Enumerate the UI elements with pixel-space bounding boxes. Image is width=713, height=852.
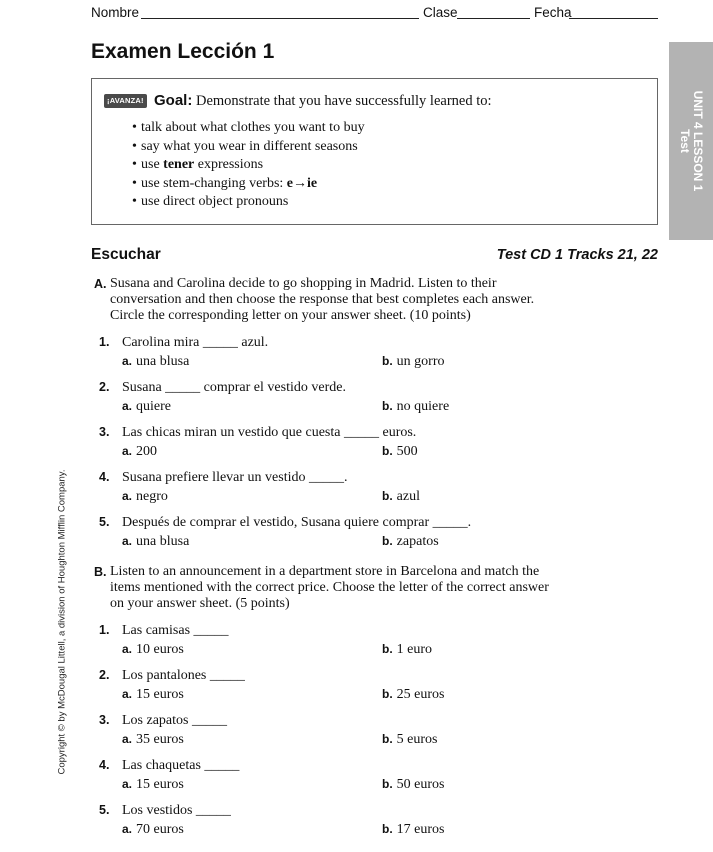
student-info-header [91,5,659,23]
page-title: Examen Lección 1 [91,40,275,63]
goal-item: • use tener expressions [132,157,264,172]
question-stem: Después de comprar el vestido, Susana quiere comprar _____. [122,515,472,530]
question-stem: Los pantalones _____ [122,668,245,683]
goal-item: • use stem-changing verbs: e→ie [132,175,318,191]
option-b[interactable]: b. 5 euros [382,732,438,747]
unit-lesson-tab [669,42,713,240]
part-a-instructions [94,276,564,324]
date-field[interactable] [569,18,658,19]
name-label: Nombre [91,5,140,20]
part-a-text: Susana and Carolina decide to go shopping in Madrid. Listen to their conversation and then choose the response that best completes each answer. Circle the corresponding letter on your answer sheet. (10 points) [110,276,535,323]
class-label: Clase [423,5,458,20]
class-field[interactable] [457,18,530,19]
goal-text: Demonstrate that you have successfully learned to: [195,93,492,109]
question-stem: Susana _____ comprar el vestido verde. [122,380,346,395]
option-b[interactable]: b. no quiere [382,399,450,414]
question-stem: Las chaquetas _____ [122,758,240,773]
option-a[interactable]: a. negro [122,489,168,504]
tab-line-test: Test [678,129,692,153]
goal-item: • talk about what clothes you want to buy [132,120,365,135]
option-a[interactable]: a. 15 euros [122,777,184,792]
option-b[interactable]: b. 1 euro [382,642,433,657]
option-b[interactable]: b. zapatos [382,534,439,549]
question-stem: Las chicas miran un vestido que cuesta _____ euros. [122,425,417,440]
option-b[interactable]: b. azul [382,489,420,504]
question-stem: Los vestidos _____ [122,803,231,818]
option-a[interactable]: a. 15 euros [122,687,184,702]
question-stem: Las camisas _____ [122,623,229,638]
question-stem: Los zapatos _____ [122,713,227,728]
goal-box [91,78,658,225]
name-field[interactable] [141,18,419,19]
part-b-text: Listen to an announcement in a department store in Barcelona and match the items mentioned with the correct price. Choose the letter of the correct answer on your answer sheet. (5 points) [110,564,549,611]
question-stem: Susana prefiere llevar un vestido _____. [122,470,348,485]
option-b[interactable]: b. un gorro [382,354,445,369]
option-b[interactable]: b. 25 euros [382,687,445,702]
tab-line-unit: UNIT 4 LESSON 1 [691,90,705,192]
copyright-notice: Copyright © by McDougal Littell, a division of Houghton Mifflin Company. [56,469,68,775]
part-b-instructions [94,564,564,612]
option-b[interactable]: b. 500 [382,444,418,459]
test-cd-tracks: Test CD 1 Tracks 21, 22 [496,247,658,263]
option-a[interactable]: a. una blusa [122,534,190,549]
question-stem: Carolina mira _____ azul. [122,335,269,350]
option-a[interactable]: a. 10 euros [122,642,184,657]
option-a[interactable]: a. 35 euros [122,732,184,747]
goal-statement [154,92,492,110]
goal-item: • say what you wear in different seasons [132,138,358,154]
part-b-letter: B. [94,565,107,579]
option-b[interactable]: b. 50 euros [382,777,445,792]
option-a[interactable]: a. quiere [122,399,171,414]
goal-list [132,119,365,212]
option-b[interactable]: b. 17 euros [382,822,445,837]
option-a[interactable]: a. 70 euros [122,822,184,837]
goal-label: Goal: [154,92,193,109]
avanza-badge: ¡AVANZA! [104,94,147,108]
section-title: Escuchar [91,246,161,263]
unit-lesson-tab-text [678,91,704,192]
option-a[interactable]: a. una blusa [122,354,190,369]
goal-item: • use direct object pronouns [132,194,289,209]
date-label: Fecha [534,5,572,20]
option-a[interactable]: a. 200 [122,444,158,459]
part-a-letter: A. [94,277,107,291]
